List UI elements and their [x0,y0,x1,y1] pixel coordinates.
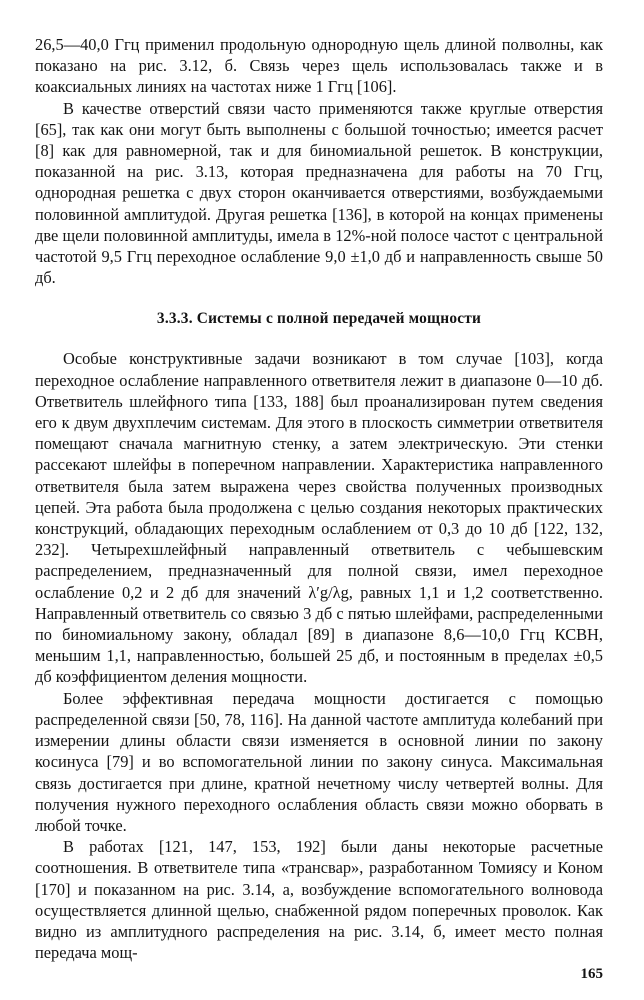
paragraph: Особые конструктивные задачи возникают в том случае [103], когда переходное ослабление направленного ответвителя лежит в диапазоне 0—10 дб. Ответвитель шлейфного типа [133, 188] был проанализирован путем сведения его к двум двухплечим системам. Для этого в плоскость симметрии ответвителя помещают сначала магнитную стенку, а затем электрическую. Эти стенки рассекают шлейфы в поперечном направлении. Характеристика направленного ответвителя была затем выражена через свойства полученных производных цепей. Эта работа была продолжена с целью создания некоторых практических конструкций, обладающих переходным ослаблением от 0,3 до 10 дб [122, 132, 232]. Четырехшлейфный направленный ответвитель с чебышевским распределением, предназначенный для полной связи, имел переходное ослабление 0,2 и 2 дб для значений λ′g/λg, равных 1,1 и 1,2 соответственно. Направленный ответвитель со связью 3 дб с пятью шлейфами, распределенными по биномиальному закону, обладал [89] в диапазоне 8,6—10,0 Ггц КСВН, меньшим 1,1, направленностью, большей 25 дб, и постоянным в пределах ±0,5 дб коэффициентом деления мощности. [35,349,603,687]
paragraph: Более эффективная передача мощности достигается с помощью распределенной связи [50, 78, 116]. На данной частоте амплитуда колебаний при измерении длины области связи изменяется в основной линии по закону косинуса [79] и во вспомогательной линии по закону синуса. Максимальная связь достигается при длине, кратной нечетному числу четвертей волны. Для получения нужного переходного ослабления область связи можно оборвать в любой точке. [35,688,603,835]
paragraph: В качестве отверстий связи часто применяются также круглые отверстия [65], так как они могут быть выполнены с большой точностью; имеется расчет [8] как для равномерной, так и для биномиальной решеток. В конструкции, показанной на рис. 3.13, которая предназначена для работы на 70 Ггц, однородная решетка с двух сторон оканчивается отверстиями, возбуждаемыми половинной амплитудой. Другая решетка [136], в которой на концах применены две щели половинной амплитуды, имела в 12%-ной полосе частот с центральной частотой 9,5 Ггц переходное ослабление 9,0 ±1,0 дб и направленность свыше 50 дб. [35,98,603,288]
page-number: 165 [580,966,603,982]
paragraph: В работах [121, 147, 153, 192] были даны некоторые расчетные соотношения. В ответвителе типа «трансвар», разработанном Томиясу и Коном [170] и показанном на рис. 3.14, а, возбуждение вспомогательного волновода осуществляется длинной щелью, снабженной рядом поперечных проволок. Как видно из амплитудного распределения на рис. 3.14, б, имеет место полная передача мощ- [35,837,603,963]
section-heading: 3.3.3. Системы с полной передачей мощности [156,310,482,328]
text-column [35,34,603,963]
paragraph: 26,5—40,0 Ггц применил продольную однородную щель длиной полволны, как показано на рис. 3.12, б. Связь через щель использовалась также и в коаксиальных линиях на частотах ниже 1 Ггц [106]. [35,35,603,97]
